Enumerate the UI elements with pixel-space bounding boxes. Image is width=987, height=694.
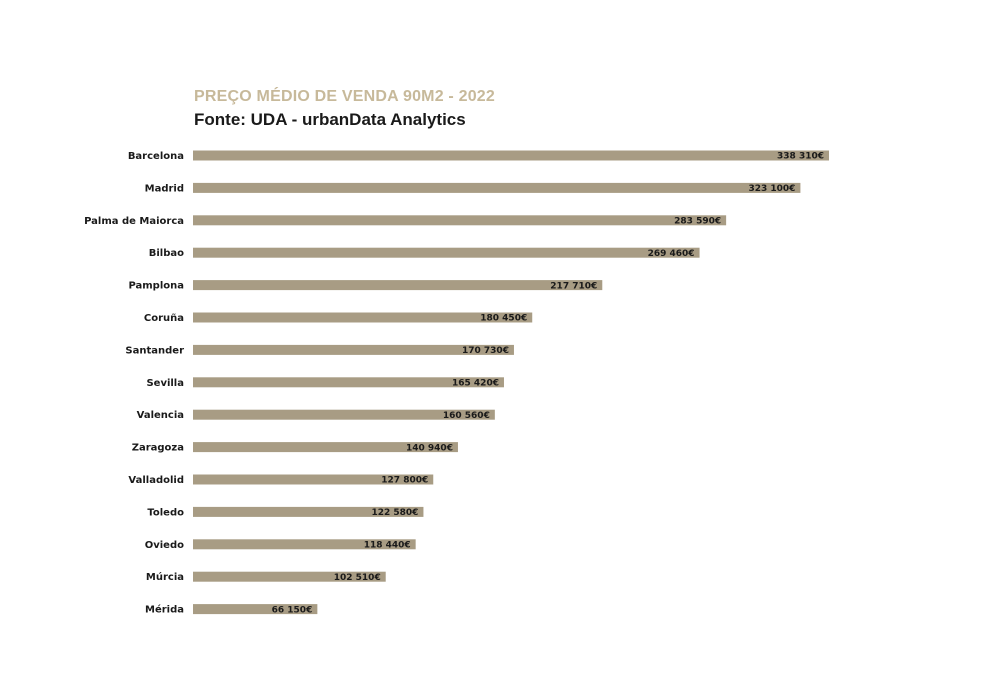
category-label: Oviedo	[144, 539, 184, 551]
data-label: 102 510€	[333, 572, 381, 583]
category-label: Barcelona	[127, 151, 184, 162]
bar	[193, 248, 700, 258]
bar	[193, 280, 602, 290]
data-label: 165 420€	[452, 378, 499, 389]
data-label: 283 590€	[674, 216, 722, 227]
category-label: Valladolid	[128, 475, 184, 486]
data-label: 118 440€	[363, 540, 411, 551]
data-label: 160 560€	[442, 410, 490, 421]
data-label: 66 150€	[271, 605, 313, 616]
category-label: Bilbao	[148, 248, 184, 260]
category-label: Valencia	[136, 410, 184, 422]
category-label: Madrid	[144, 183, 184, 195]
category-label: Coruña	[143, 313, 184, 324]
bar	[193, 151, 829, 161]
data-label: 323 100€	[748, 184, 796, 195]
category-label: Zaragoza	[131, 442, 184, 454]
data-label: 122 580€	[371, 508, 419, 519]
bar	[193, 215, 726, 225]
data-label: 127 800€	[381, 475, 429, 486]
chart-subtitle: Fonte: UDA - urbanData Analytics	[194, 110, 466, 129]
bar	[193, 183, 800, 193]
data-label: 170 730€	[461, 346, 509, 357]
category-label: Mérida	[145, 604, 184, 616]
data-label: 140 940€	[405, 443, 453, 454]
data-label: 338 310€	[777, 151, 824, 162]
data-label: 269 460€	[647, 248, 695, 259]
category-label: Toledo	[147, 507, 184, 519]
data-label: 180 450€	[480, 313, 528, 324]
category-label: Sevilla	[146, 377, 184, 389]
category-label: Palma de Maiorca	[84, 215, 184, 227]
chart-title: PREÇO MÉDIO DE VENDA 90M2 - 2022	[194, 88, 496, 105]
data-label: 217 710€	[550, 281, 598, 292]
category-label: Santander	[125, 345, 184, 357]
category-label: Pamplona	[128, 280, 184, 292]
category-label: Múrcia	[145, 572, 184, 584]
